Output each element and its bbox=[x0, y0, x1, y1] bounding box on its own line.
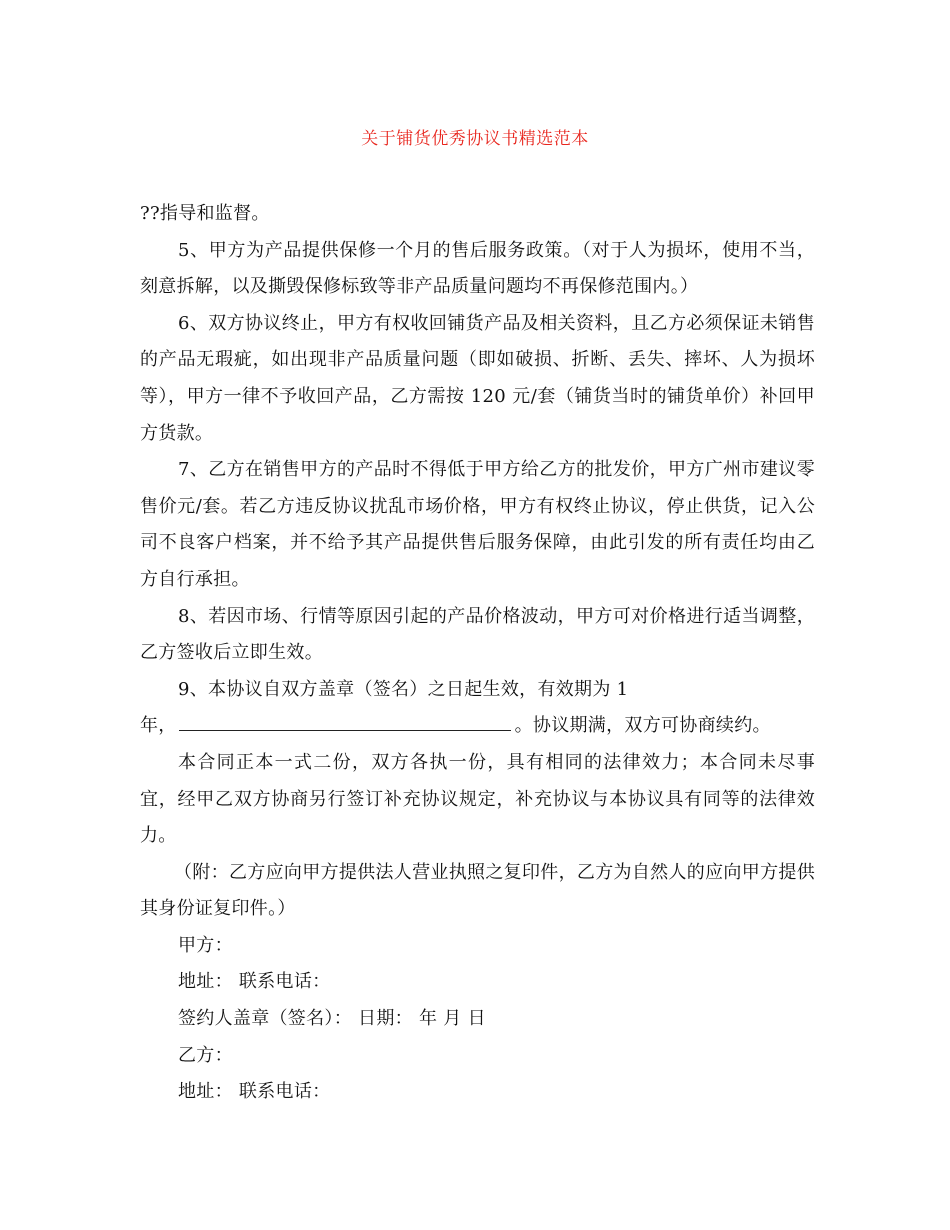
clause-6: 6、双方协议终止，甲方有权收回铺货产品及相关资料，且乙方必须保证未销售的产品无瑕疵，如出现非产品质量问题（即如破损、折断、丢失、摔坏、人为损坏等），甲方一律不予收回产品，乙方需按 120 元/套（铺货当时的铺货单价）补回甲方货款。 bbox=[140, 312, 815, 444]
paragraph-continuation: ??指导和监督。 bbox=[140, 203, 270, 224]
document-title: 关于铺货优秀协议书精选范本 bbox=[361, 129, 589, 149]
attachment-note: （附：乙方应向甲方提供法人营业执照之复印件，乙方为自然人的应向甲方提供其身份证复印件。） bbox=[140, 861, 815, 920]
clause-9-rest: 。协议期满，双方可协商续约。 bbox=[514, 715, 771, 737]
clause-5: 5、甲方为产品提供保修一个月的售后服务政策。（对于人为损坏，使用不当，刻意拆解，以及撕毁保修标致等非产品质量问题均不再保修范围内。） bbox=[140, 239, 815, 298]
closing-paragraph: 本合同正本一式二份，双方各执一份，具有相同的法律效力；本合同未尽事宜，经甲乙双方协商另行签订补充协议规定，补充协议与本协议具有同等的法律效力。 bbox=[140, 751, 815, 847]
document-body bbox=[140, 196, 815, 1111]
party-a-address: 地址： 联系电话： bbox=[178, 971, 331, 993]
clause-7: 7、乙方在销售甲方的产品时不得低于甲方给乙方的批发价，甲方广州市建议零售价元/套。若乙方违反协议扰乱市场价格，甲方有权终止协议，停止供货，记入公司不良客户档案，并不给予其产品提供售后服务保障，由此引发的所有责任均由乙方自行承担。 bbox=[140, 459, 815, 590]
clause-8: 8、若因市场、行情等原因引起的产品价格波动，甲方可对价格进行适当调整，乙方签收后立即生效。 bbox=[140, 605, 815, 664]
clause-9 bbox=[140, 672, 815, 709]
signatory-seal-date: 签约人盖章（签名）： 日期： 年 月 日 bbox=[178, 1008, 486, 1030]
clause-9-continued bbox=[140, 708, 815, 745]
party-b-address: 地址： 联系电话： bbox=[178, 1081, 331, 1103]
clause-9-year: 年， bbox=[140, 715, 177, 737]
party-b-label: 乙方： bbox=[178, 1044, 233, 1066]
fill-in-blank bbox=[179, 712, 511, 731]
clause-9-text: 9、本协议自双方盖章（签名）之日起生效，有效期为 1 bbox=[178, 678, 629, 700]
party-a-label: 甲方： bbox=[178, 934, 233, 956]
